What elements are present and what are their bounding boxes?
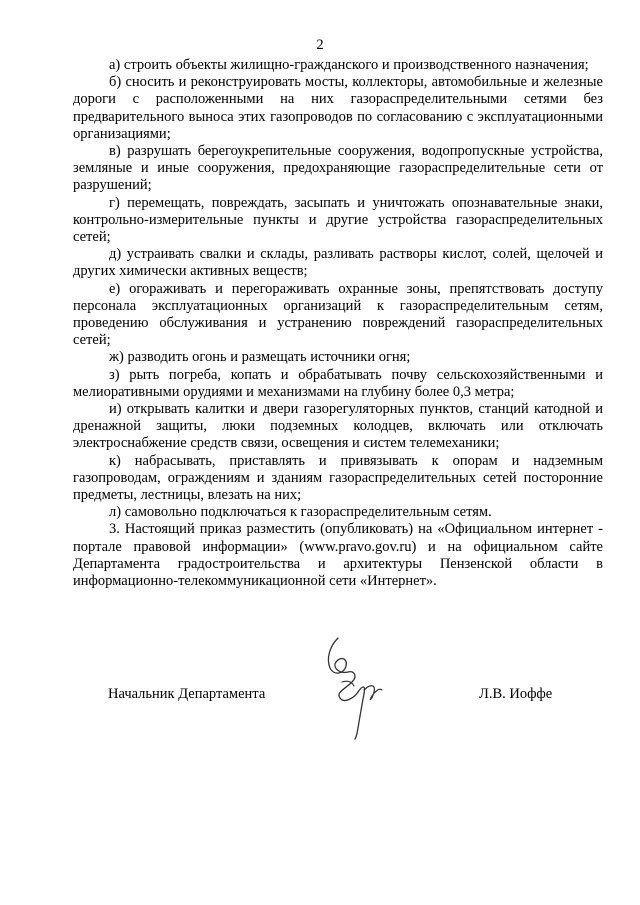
list-item-g: г) перемещать, повреждать, засыпать и уничтожать опознавательные знаки, контрольно-измерительные пункты и другие устройства газораспределительных сетей; — [73, 194, 603, 246]
handwritten-signature — [318, 632, 388, 740]
list-item-d: д) устраивать свалки и склады, разливать растворы кислот, солей, щелочей и других химически активных веществ; — [73, 246, 603, 280]
list-item-z: з) рыть погреба, копать и обрабатывать почву сельскохозяйственными и мелиоративными орудиями и механизмами на глубину более 0,3 метра; — [73, 366, 603, 400]
list-item-i: и) открывать калитки и двери газорегуляторных пунктов, станций катодной и дренажной защиты, люки подземных колодцев, включать или отключать электроснабжение средств связи, освещения и систем телемеханики; — [73, 401, 603, 452]
list-item-a: а) строить объекты жилищно-гражданского и производственного назначения; — [109, 57, 589, 73]
list-item-b: б) сносить и реконструировать мосты, коллекторы, автомобильные и железные дороги с расположенными на них газораспределительными сетями без предварительного выноса этих газопроводов по согласованию с эксплуатационными организациями; — [73, 74, 603, 142]
list-item-v: в) разрушать берегоукрепительные сооружения, водопропускные устройства, земляные и иные сооружения, предохраняющие газораспределительные сети от разрушений; — [73, 143, 603, 194]
document-body — [73, 57, 603, 590]
signer-title: Начальник Департамента — [108, 686, 266, 702]
list-item-l: л) самовольно подключаться к газораспределительным сетям. — [109, 504, 492, 521]
page-number: 2 — [316, 37, 324, 53]
clause-3-paragraph: 3. Настоящий приказ разместить (опубликовать) на «Официальном интернет - портале правовой информации» (www.pravo.gov.ru) и на официальном сайте Департамента градостроительства и архитектуры Пензенской области в информационно-телекоммуникационной сети «Интернет». — [73, 521, 603, 590]
list-item-k: к) набрасывать, приставлять и привязывать к опорам и надземным газопроводам, ограждениям и зданиям газораспределительных сетей посторонние предметы, лестницы, влезать на них; — [73, 452, 603, 504]
signer-name: Л.В. Иоффе — [479, 686, 553, 702]
list-item-e: е) огораживать и перегораживать охранные зоны, препятствовать доступу персонала эксплуатационных организаций к газораспределительным сетям, проведению обслуживания и устранению повреждений газораспределительных сетей; — [73, 280, 603, 349]
list-item-zh: ж) разводить огонь и размещать источники огня; — [109, 349, 411, 366]
